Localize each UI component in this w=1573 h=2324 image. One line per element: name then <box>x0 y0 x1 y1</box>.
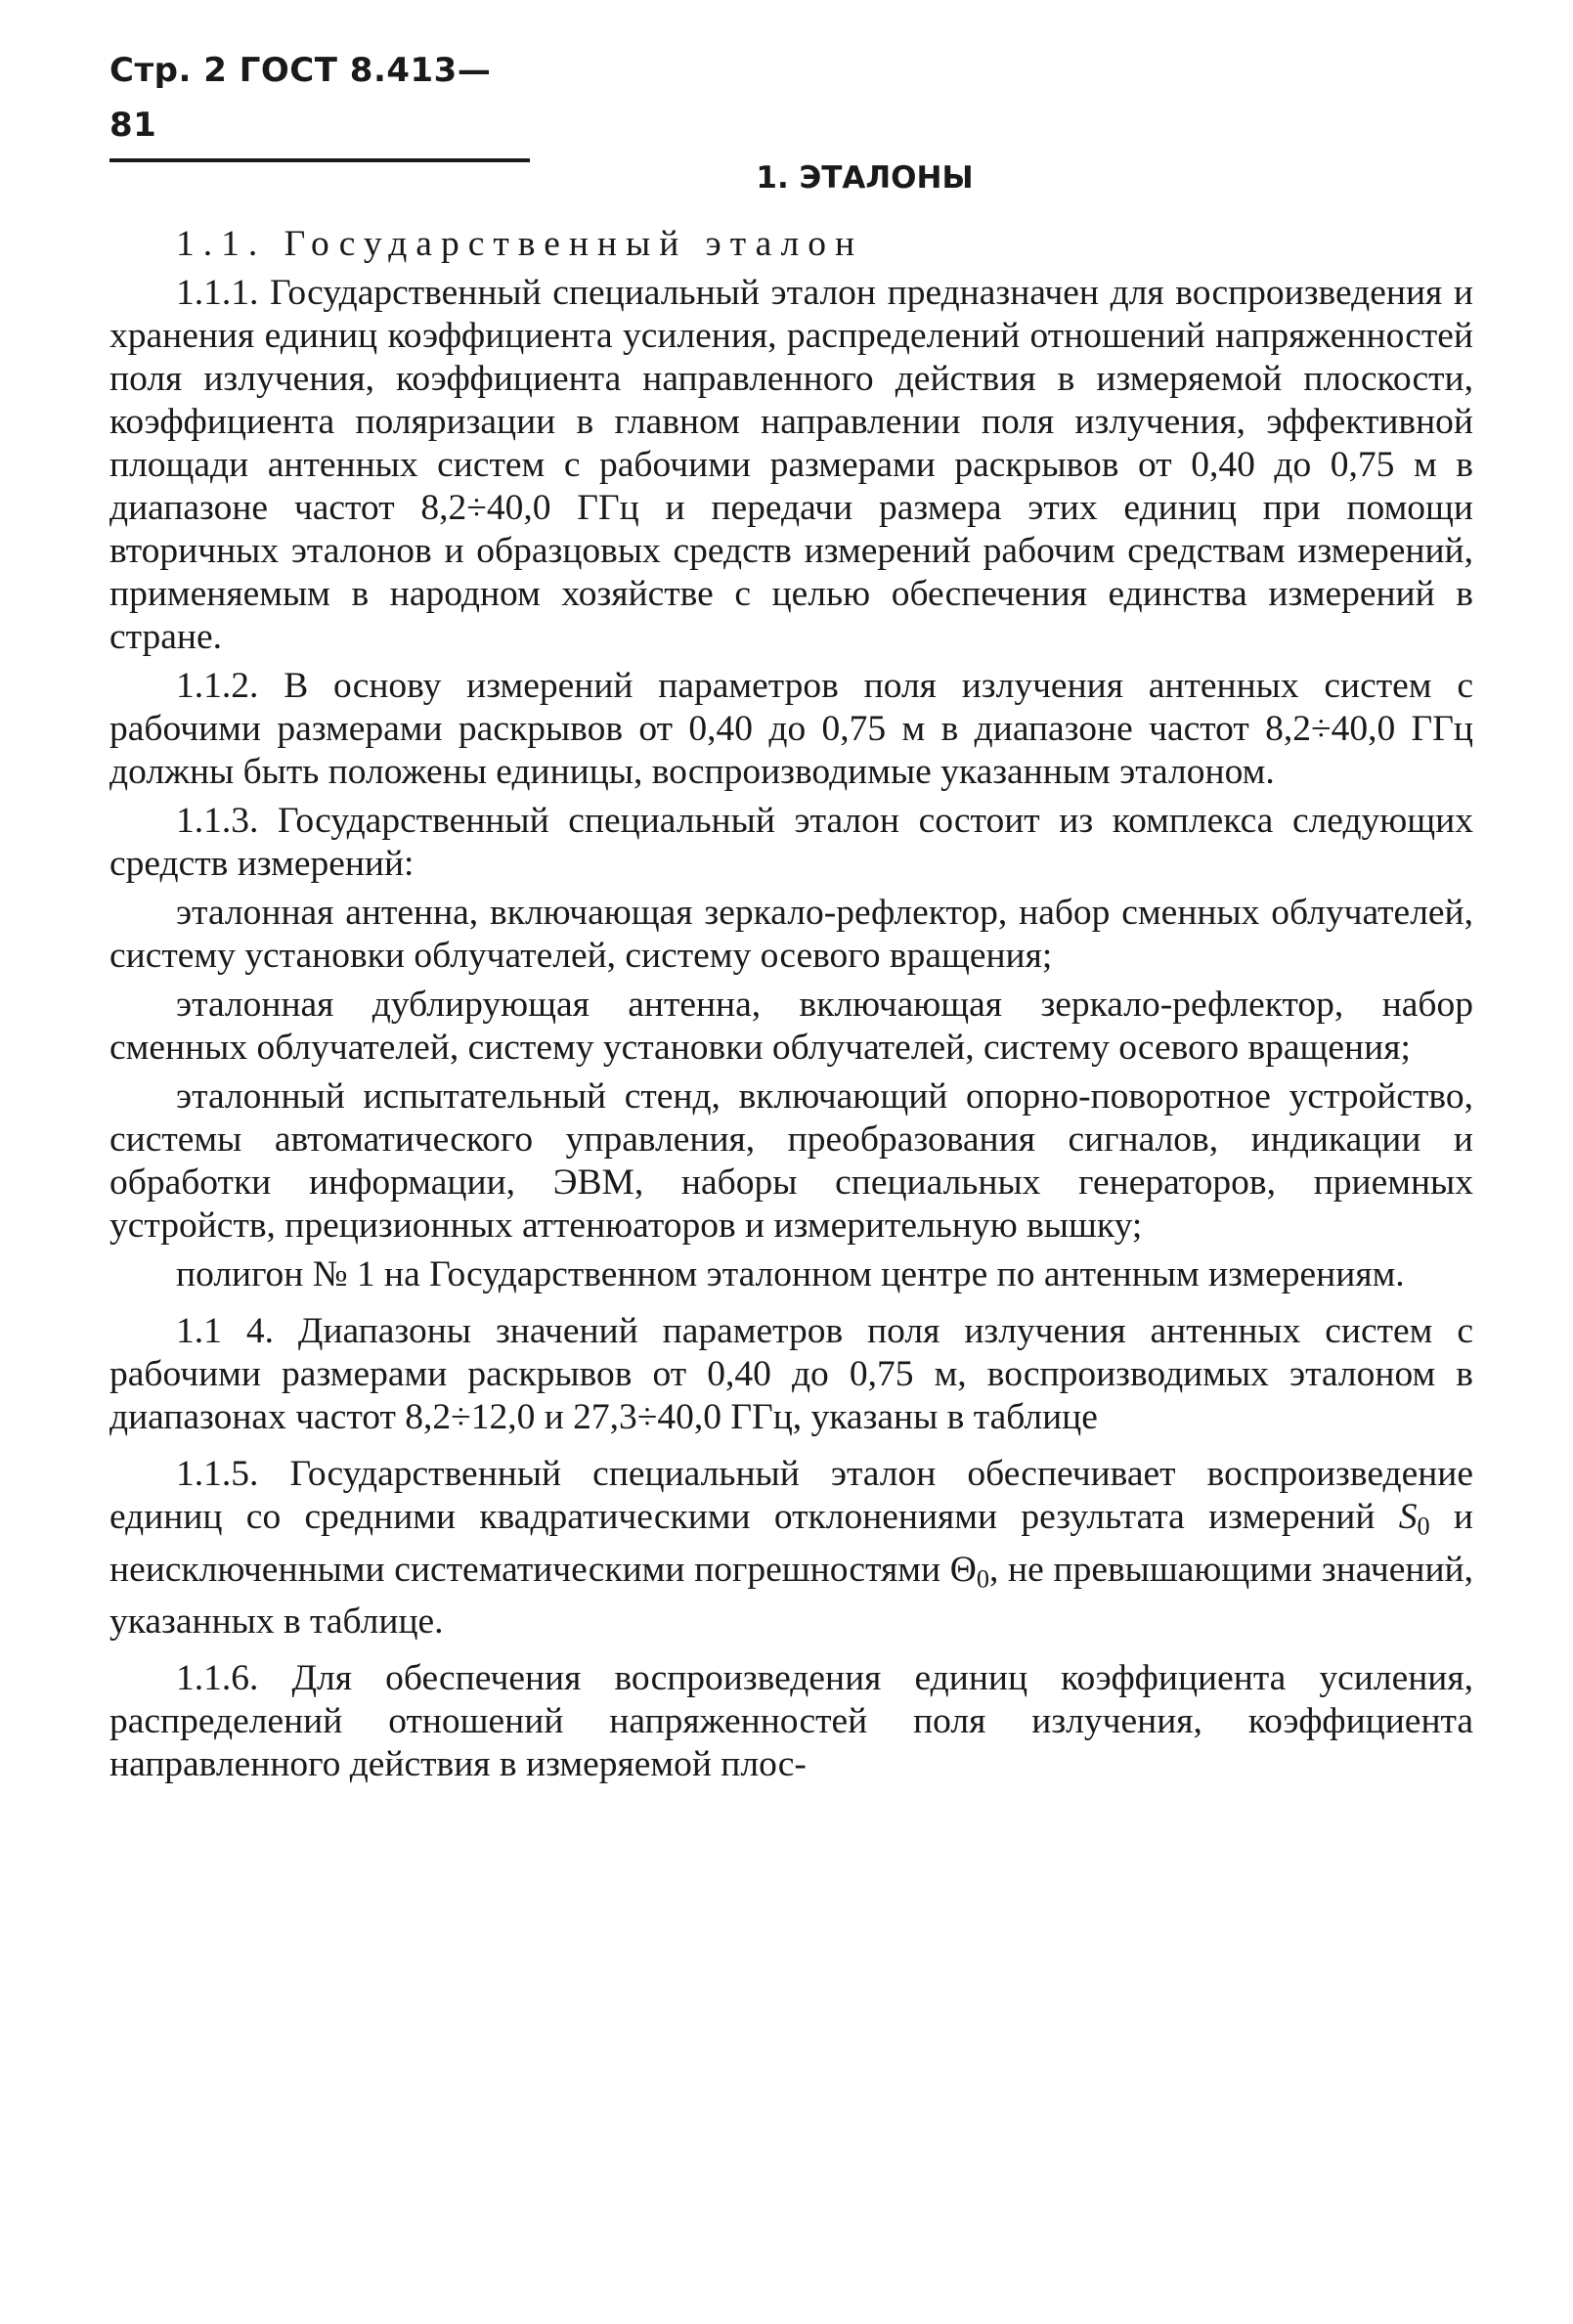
paragraph-1-1-5-part-c: , не превышающими значений, указанных в таблице. <box>109 1549 1473 1643</box>
paragraph-1-1-4: 1.1 4. Диапазоны значений параметров поля излучения антенных систем с рабочими размерами раскрывов от 0,40 до 0,75 м, воспроизводимых эталоном в диапазонах частот 8,2÷12,0 и 27,3÷40,0 ГГц, указаны в таблице <box>109 1311 1473 1437</box>
paragraph-1-1-1: 1.1.1. Государственный специальный эталон предназначен для воспроизведения и хранения единиц коэффициента усиления, распределений отношений напряженностей поля излучения, коэффициента направленного действия в измеряемой плоскости, коэффициента поляризации в главном направлении поля излучения, эффективной площади антенных систем с рабочими размерами раскрывов от 0,40 до 0,75 м в диапазоне частот 8,2÷40,0 ГГц и передачи размера этих единиц при помощи вторичных эталонов и образцовых средств измерений рабочим средствам измерений, применяемым в народном хозяйстве с целью обеспечения единства измерений в стране. <box>109 273 1473 657</box>
paragraph-1-1-2: 1.1.2. В основу измерений параметров поля излучения антенных систем с рабочими размерами раскрывов от 0,40 до 0,75 м в диапазоне частот 8,2÷40,0 ГГц должны быть положены единицы, воспроизводимые указанным эталоном. <box>109 666 1473 792</box>
list-item-backup-antenna: эталонная дублирующая антенна, включающая зеркало-рефлектор, набор сменных облучателей, систему установки облучателей, систему осевого вращения; <box>109 985 1473 1068</box>
list-item-test-range: полигон № 1 на Государственном эталонном центре по антенным измерениям. <box>176 1254 1405 1294</box>
subsection-title: 1.1. Государственный эталон <box>176 224 864 264</box>
subscript-zero-theta: 0 <box>976 1564 989 1594</box>
paragraph-1-1-3: 1.1.3. Государственный специальный эталон состоит из комплекса следующих средств измерений: <box>109 801 1473 884</box>
section-heading: 1. ЭТАЛОНЫ <box>756 160 974 196</box>
paragraph-1-1-6: 1.1.6. Для обеспечения воспроизведения единиц коэффициента усиления, распределений отношений напряженностей поля излучения, коэффициента направленного действия в измеряемой плос- <box>109 1658 1473 1785</box>
running-header: Стр. 2 ГОСТ 8.413—81 <box>109 43 530 162</box>
paragraph-1-1-5 <box>109 1453 1473 1644</box>
paragraph-1-1-5-part-b: и неисключенными систематическими погрешностями Θ <box>109 1497 1473 1590</box>
list-item-reference-antenna: эталонная антенна, включающая зеркало-рефлектор, набор сменных облучателей, систему установки облучателей, систему осевого вращения; <box>109 893 1473 976</box>
symbol-s: S <box>1398 1497 1418 1537</box>
paragraph-1-1-5-part-a: 1.1.5. Государственный специальный эталон обеспечивает воспроизведение единиц со средними квадратическими отклонениями результата измерений <box>109 1454 1473 1537</box>
body-text <box>109 223 1473 1792</box>
subscript-zero: 0 <box>1417 1512 1430 1541</box>
list-item-test-stand: эталонный испытательный стенд, включающий опорно-поворотное устройство, системы автоматического управления, преобразования сигналов, индикации и обработки информации, ЭВМ, наборы специальных генераторов, приемных устройств, прецизионных аттенюаторов и измерительную вышку; <box>109 1076 1473 1246</box>
